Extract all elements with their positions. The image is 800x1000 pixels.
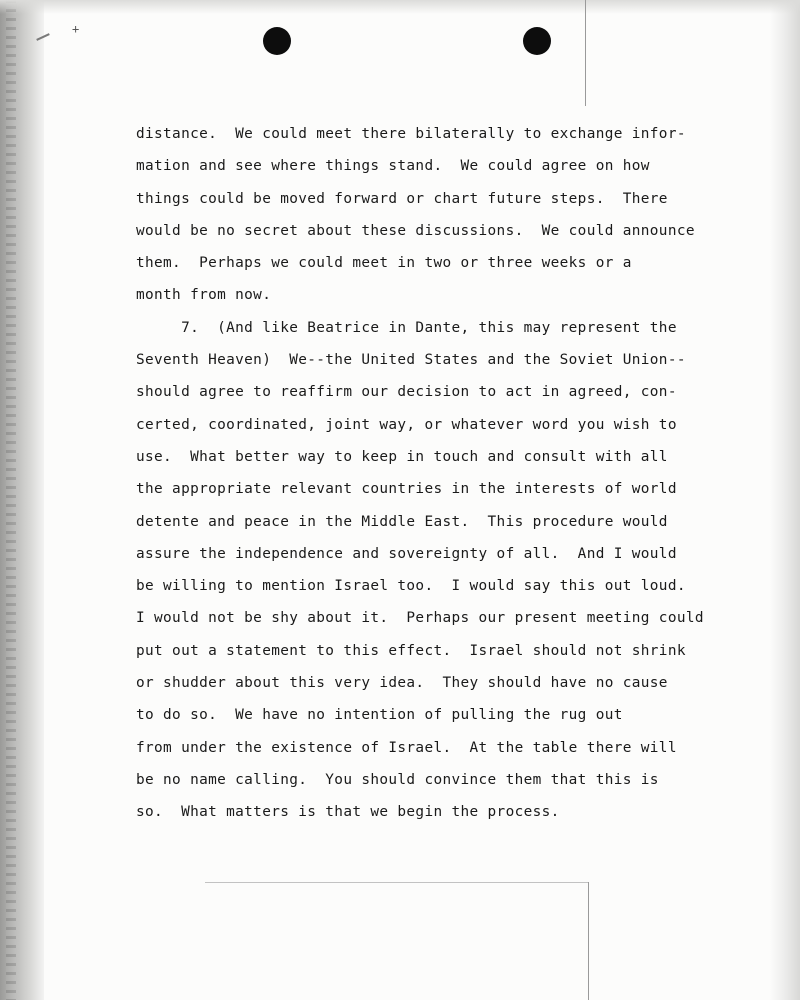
scan-shadow-left <box>0 0 44 1000</box>
text-line: would be no secret about these discussions. We could announce <box>136 222 695 239</box>
punch-hole-right <box>523 27 551 55</box>
text-line: be willing to mention Israel too. I would say this out loud. <box>136 578 686 595</box>
text-line: put out a statement to this effect. Israel should not shrink <box>136 642 686 659</box>
text-line: detente and peace in the Middle East. This procedure would <box>136 513 668 530</box>
text-line: or shudder about this very idea. They should have no cause <box>136 675 668 692</box>
punch-hole-left <box>263 27 291 55</box>
text-line: to do so. We have no intention of pulling the rug out <box>136 707 623 724</box>
scan-shadow-top <box>0 0 800 14</box>
body-text <box>136 118 756 829</box>
fold-line-top <box>585 0 586 106</box>
text-line: should agree to reaffirm our decision to act in agreed, con- <box>136 384 677 401</box>
text-line: from under the existence of Israel. At the table there will <box>136 739 677 756</box>
text-line: month from now. <box>136 287 272 304</box>
text-line: 7. (And like Beatrice in Dante, this may represent the <box>136 319 677 336</box>
scan-shadow-right <box>770 0 800 1000</box>
text-line: things could be moved forward or chart future steps. There <box>136 190 668 207</box>
text-line: certed, coordinated, joint way, or whatever word you wish to <box>136 416 677 433</box>
text-line: them. Perhaps we could meet in two or three weeks or a <box>136 255 632 272</box>
text-line: distance. We could meet there bilaterally to exchange infor- <box>136 126 686 142</box>
corner-mark: + <box>72 22 80 36</box>
text-line: Seventh Heaven) We--the United States and the Soviet Union-- <box>136 352 686 369</box>
paper-edge-bottom <box>205 882 588 883</box>
text-line: use. What better way to keep in touch and consult with all <box>136 448 668 465</box>
text-line: assure the independence and sovereignty of all. And I would <box>136 545 677 562</box>
text-line: so. What matters is that we begin the process. <box>136 804 560 821</box>
text-line: I would not be shy about it. Perhaps our present meeting could <box>136 610 704 627</box>
text-line: the appropriate relevant countries in the interests of world <box>136 481 677 498</box>
text-line: mation and see where things stand. We could agree on how <box>136 158 650 175</box>
text-line: be no name calling. You should convince them that this is <box>136 771 659 788</box>
fold-line-bottom <box>588 882 589 1000</box>
